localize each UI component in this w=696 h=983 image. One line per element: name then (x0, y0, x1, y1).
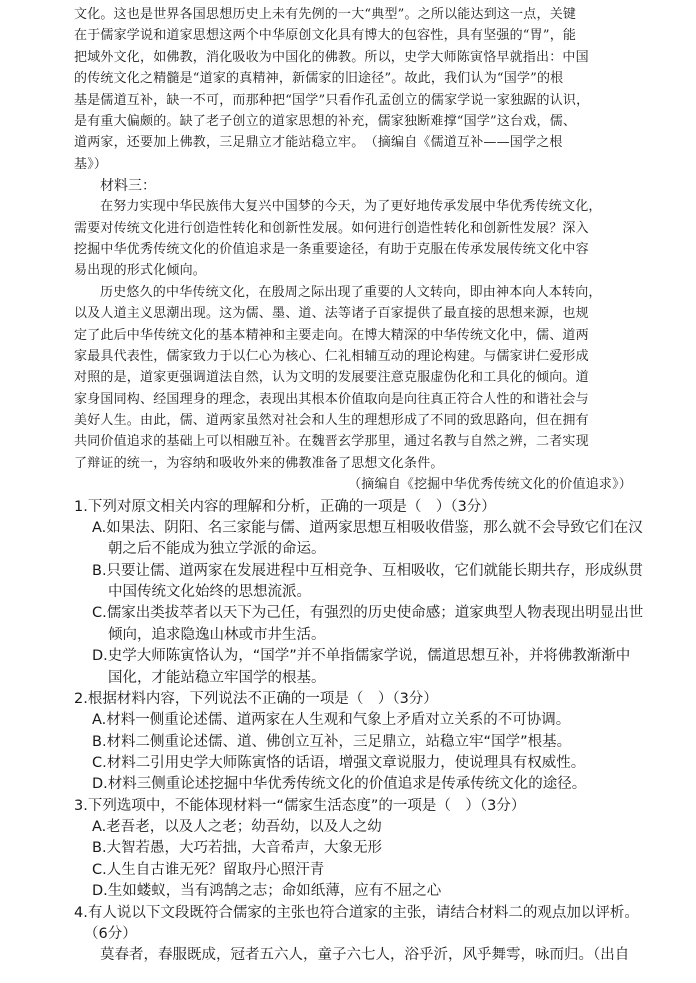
q4-quote-text: 莫春者，春服既成，冠者五六人，童子六七人，浴乎沂，风乎舞雩，咏而归。（出自 (100, 947, 630, 964)
q4-points-text: （6分） (84, 925, 137, 942)
question-4-stem-text: 4.有人说以下文段既符合儒家的主张也符合道家的主张，请结合材料二的观点加以评析。 (74, 904, 639, 921)
exam-page: 文化。这也是世界各国思想历史上未有先例的一大“典型”。之所以能达到这一点，关键 在于儒家学说和道家思想这两个中华原创文化具有博大的包容性，具有坚强的“胃”，能 把域外文化，如佛教，消化吸收为中国化的佛教。所以，史学大师陈寅恪早就指出：中国 的传统文化之精髓是“道家的真精神，新儒家的旧途径”。故此，我们认为“国学”的根 基是儒道互补，缺一不可，而那种把“国学”只看作孔孟创立的儒家学说一家独踞的认识， 是有重大偏颇的。缺了老子创立的道家思想的补充，儒家独断难撑“国学”这台戏，儒、 道两家，还要加上佛教，三足鼎立才能站稳立牢。 （摘编自《儒道互补——国学之根 基》） 材料三： 在努力实现中华民族伟大复兴中国梦的今天，为了更好地传承发展中华优秀传统文化， 需要对传统文化进行创造性转化和创新性发展。如何进行创造性转化和创新性发展？深入 挖掘中华优秀传统文化的价值追求是一条重要途径，有助于克服在传承发展传统文化中容 易出现的形式化倾向。 历史悠久的中华传统文化，在殷周之际出现了重要的人文转向，即由神本向人本转向， 以及人道主义思潮出现。这为儒、墨、道、法等诸子百家提供了最直接的思想来源，也规 定了此后中华传统文化的基本精神和主要走向。在博大精深的中华传统文化中，儒、道两 家最具代表性，儒家致力于以仁心为核心、仁礼相辅互动的理论构建。与儒家讲仁爱形成 对照的是，道家更强调道法自然，认为文明的发展要注意克服虚伪化和工具化的倾向。道 家身国同构、经国理身的理念，表现出其根本价值取向是向往真正符合人性的和谐社会与 美好人生。由此，儒、道两家虽然对社会和人生的理想形成了不同的致思路向，但在拥有 共同价值追求的基础上可以相融互补。在魏晋玄学那里，通过名教与自然之辨，二者实现 了辩证的统一，为容纳和吸收外来的佛教准备了思想文化条件。 （摘编自《挖掘中华优秀传统文化的价值追求》） 1.下列对原文相关内容的理解和分析，正确的一项是（ ）（3分） A.如果法、阴阳、名三家能与儒、道两家思想互相吸收借鉴，那么就不会导致它们在汉 朝之后不能成为独立学派的命运。 B.只要让儒、道两家在发展进程中互相竞争、互相吸收，它们就能长期共存，形成纵贯 中国传统文化始终的思想流派。 C.儒家出类拔萃者以天下为己任，有强烈的历史使命感；道家典型人物表现出明显出世 倾向，追求隐逸山林或市井生活。 D.史学大师陈寅恪认为，“国学”并不单指儒家学说，儒道思想互补，并将佛教渐渐中 国化，才能站稳立牢国学的根基。 2.根据材料内容，下列说法不正确的一项是（ ）（3分） A.材料一侧重论述儒、道两家在人生观和气象上矛盾对立关系的不可协调。 B.材料二侧重论述儒、道、佛创立互补，三足鼎立，站稳立牢“国学”根基。 C.材料二引用史学大师陈寅恪的话语，增强文章说服力，使说理具有权威性。 D.材料三侧重论述挖掘中华优秀传统文化的价值追求是传承传统文化的途径。 3.下列选项中，不能体现材料一“儒家生活态度”的一项是（ ）（3分） A.老吾老，以及人之老；幼吾幼，以及人之幼 B.大智若愚，大巧若拙，大音希声，大象无形 C.人生自古谁无死？留取丹心照汗青 D.生如蝼蚁，当有鸿鹄之志；命如纸薄，应有不屈之心 4.有人说以下文段既符合儒家的主张也符合道家的主张，请结合材料二的观点加以评析。 （6分） 莫春者，春服既成，冠者五六人，童子六七人，浴乎沂，风乎舞雩，咏而归。（出自 (74, 7, 644, 964)
